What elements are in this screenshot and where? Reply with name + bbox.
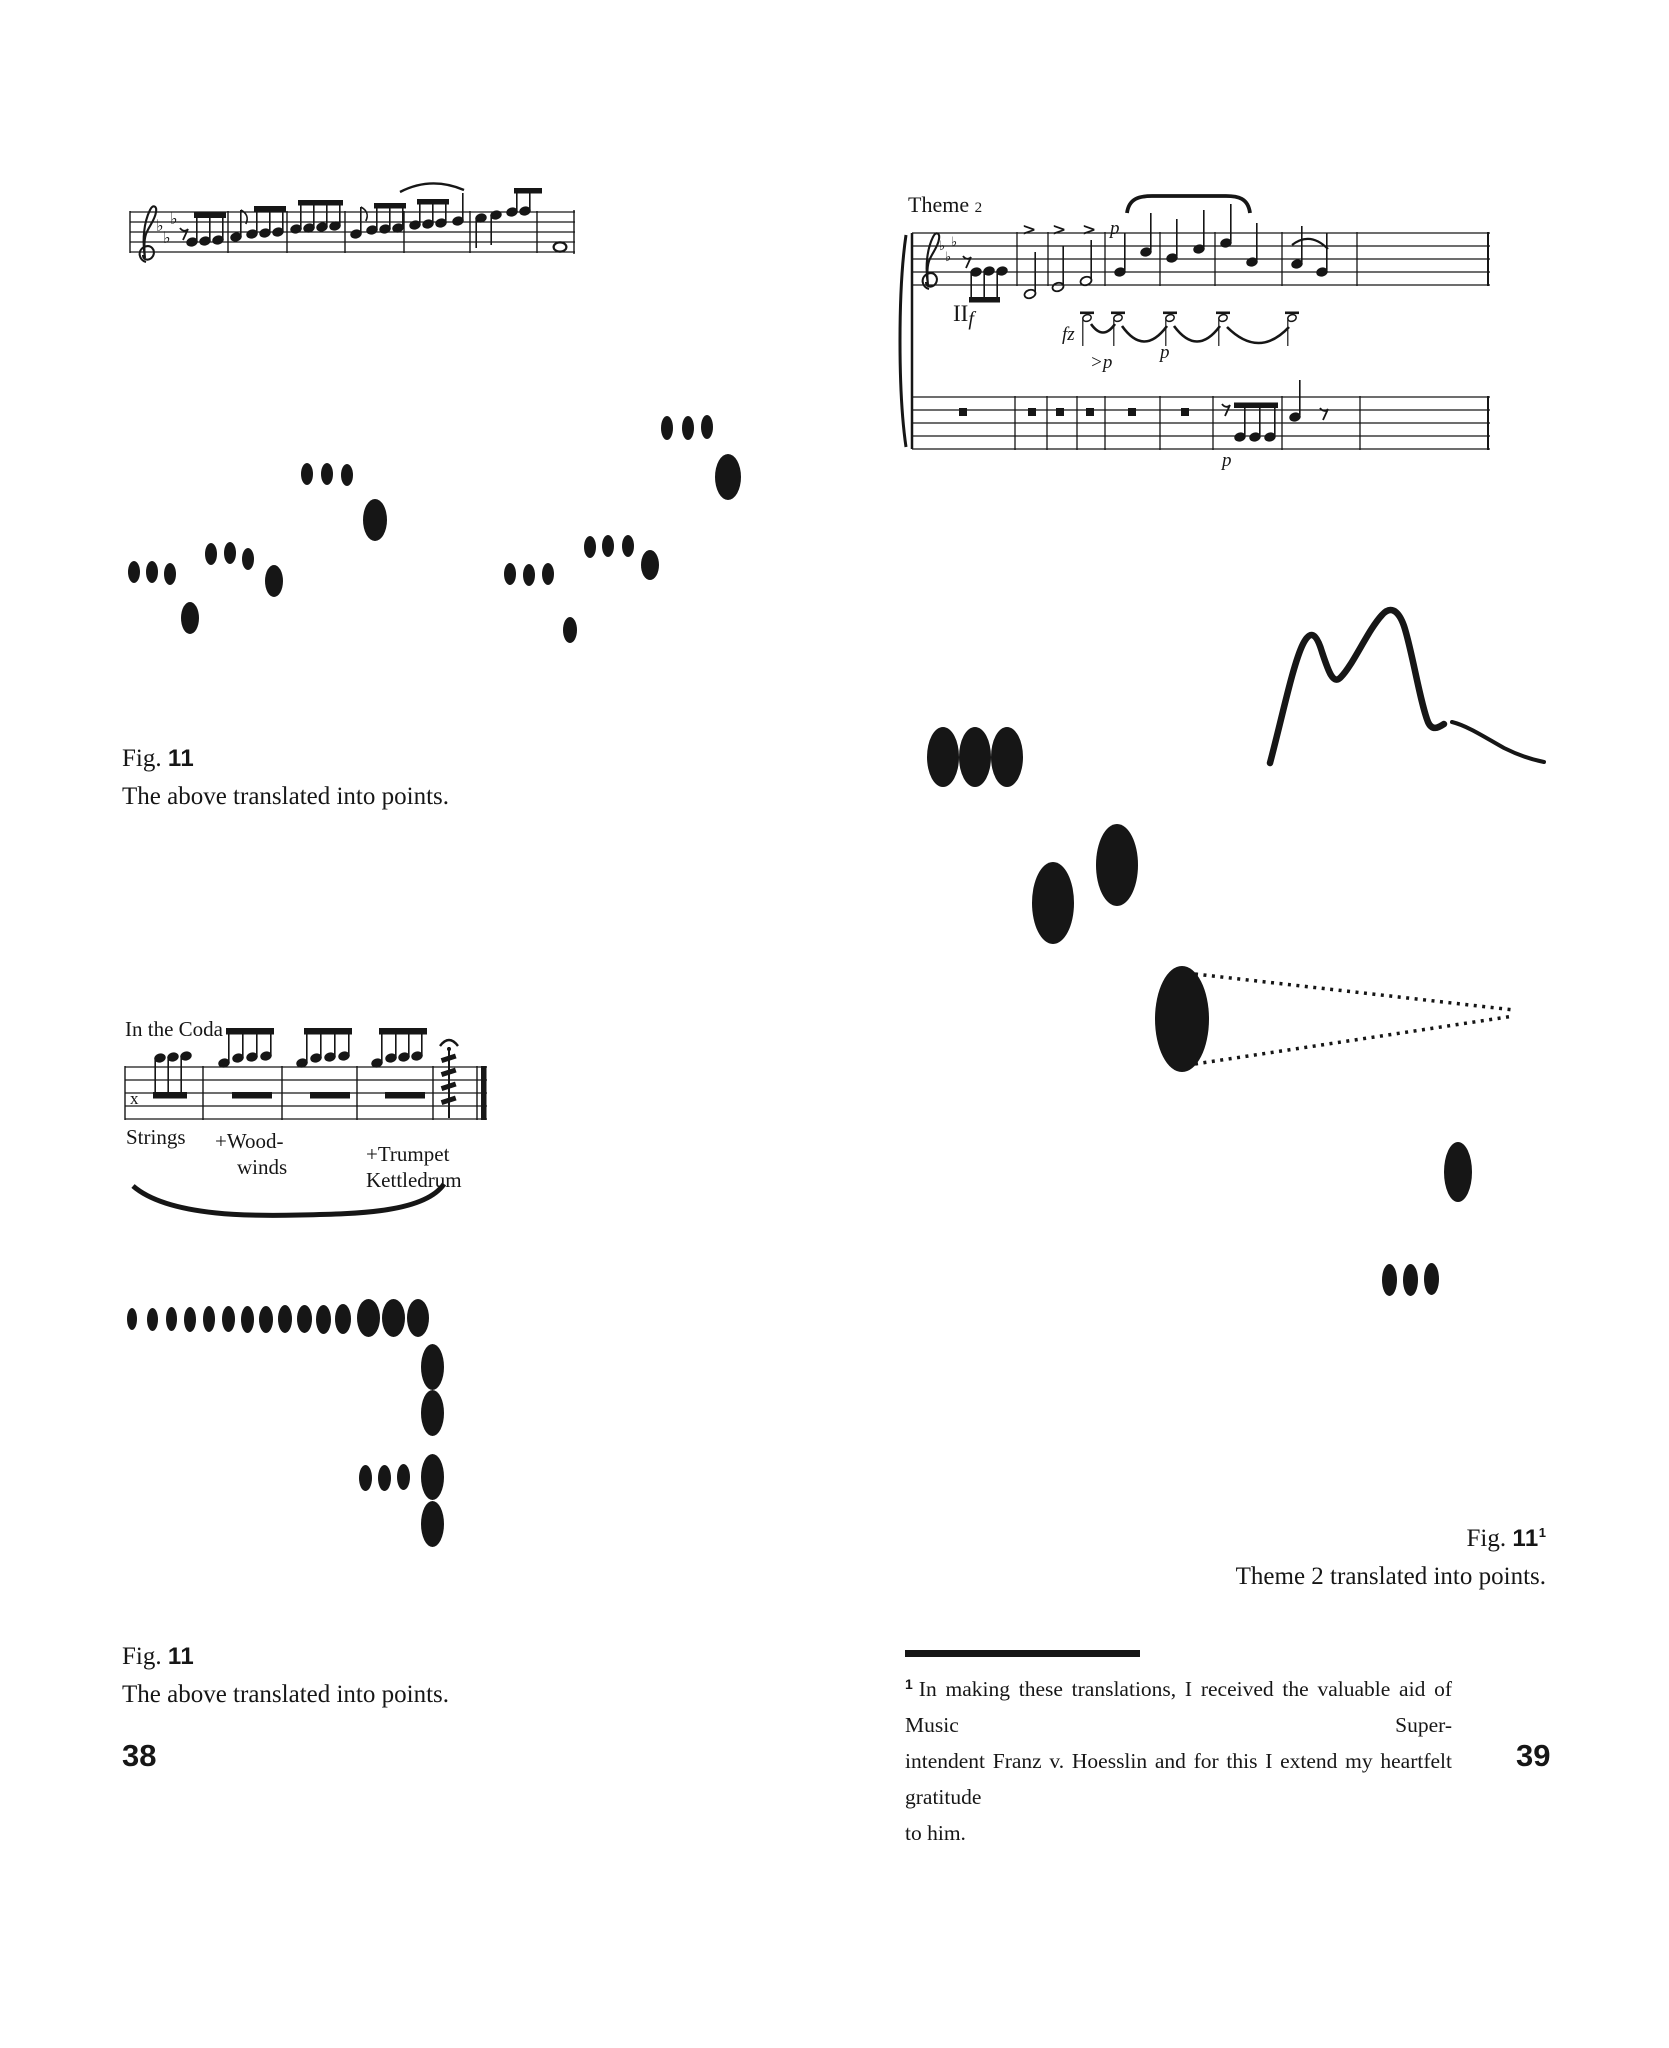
- melody-staff-figure: [130, 183, 575, 262]
- fig11-top-point: [622, 535, 634, 557]
- fig11-coda-point: [335, 1304, 351, 1334]
- fig11-coda-point: [166, 1307, 177, 1331]
- fig11-top-point: [242, 548, 254, 570]
- theme2-heading: Theme 2: [908, 192, 983, 217]
- svg-text:♭: ♭: [156, 216, 164, 235]
- fig11-top-point: [641, 550, 659, 580]
- fig11-coda-point: [316, 1305, 331, 1334]
- figure-caption-top-left: [122, 740, 449, 816]
- svg-text:♭: ♭: [939, 239, 946, 254]
- fig11-top-point: [341, 464, 353, 486]
- fig11-coda-point: [407, 1299, 429, 1337]
- fig11-coda-point: [421, 1344, 444, 1390]
- fig-caption-text: Theme 2 translated into points.: [1235, 1563, 1546, 1590]
- fig11-top-point: [682, 416, 694, 440]
- fig11-top-point: [224, 542, 236, 564]
- theme2-curve-drawing: [1270, 610, 1544, 763]
- fig11-coda-point: [127, 1308, 137, 1330]
- svg-text:♭: ♭: [163, 228, 171, 247]
- fig-label: Fig.: [122, 1643, 162, 1670]
- fig11-coda-point: [359, 1465, 372, 1491]
- fig11-top-point: [602, 535, 614, 557]
- piano-dynamic-mid: p: [1160, 342, 1170, 363]
- strings-label: Strings: [126, 1125, 186, 1149]
- fig11-coda-point: [382, 1299, 405, 1337]
- fig11-coda-point: [184, 1307, 196, 1332]
- fig-number: 11: [167, 1643, 195, 1670]
- roman-numeral-forte: IIf: [953, 301, 974, 330]
- fig-label: Fig.: [1466, 1525, 1507, 1552]
- piano-dynamic-bottom: p: [1222, 450, 1232, 471]
- fig11-top-point: [164, 563, 176, 585]
- svg-text:♭: ♭: [951, 235, 958, 250]
- figure-caption-bottom-left: [122, 1638, 449, 1714]
- fig11-top-point: [128, 561, 140, 583]
- theme2-number: 2: [974, 200, 983, 216]
- fig11-theme2-point: [1155, 966, 1209, 1072]
- fig11-top-point: [715, 454, 741, 500]
- fig-caption-text: The above translated into points.: [122, 1681, 450, 1708]
- footnote: $^1$ In making these translations, I received the valuable aid of Music Super- intendent Franz v. Hoesslin and for this I extend my heartfelt gratitude to him.: [905, 1676, 1452, 1845]
- accent-mark: >: [1022, 220, 1037, 240]
- fig11-theme2-point: [1424, 1263, 1439, 1295]
- fig11-top-point: [205, 543, 217, 565]
- fig11-theme2-point: [959, 727, 991, 787]
- page-number-38: 38: [122, 1738, 157, 1773]
- fig11-top-point: [265, 565, 283, 597]
- fig11-top-point: [301, 463, 313, 485]
- fig11-top-point: [542, 563, 554, 585]
- piano-dynamic-top: p: [1110, 218, 1120, 239]
- fig11-coda-point: [397, 1464, 410, 1490]
- footnote-rule: [905, 1650, 1140, 1657]
- fig11-top-point: [363, 499, 387, 541]
- fig11-coda-point: [222, 1306, 235, 1332]
- fig11-coda-point: [147, 1308, 158, 1331]
- fig11-theme2-point: [927, 727, 959, 787]
- footnote-marker: 1: [905, 1676, 913, 1692]
- svg-text:♭: ♭: [170, 209, 178, 228]
- fig11-theme2-point: [1403, 1264, 1418, 1296]
- fig11-coda-point: [241, 1306, 254, 1333]
- fig11-coda-point: [421, 1390, 444, 1436]
- coda-x-mark: x: [130, 1089, 139, 1108]
- fig11-theme2-point: [1032, 862, 1074, 944]
- fig-label: Fig.: [122, 745, 162, 772]
- fig-number: 11: [167, 745, 195, 772]
- woodwinds-label: +Wood- winds: [215, 1129, 288, 1179]
- svg-text:♭: ♭: [945, 250, 952, 265]
- fig11-top-point: [146, 561, 158, 583]
- fig11-top-point: [701, 415, 713, 439]
- fig-caption-text: The above translated into points.: [122, 783, 450, 810]
- fig11-coda-point: [421, 1501, 444, 1547]
- fig11-coda-point: [421, 1454, 444, 1500]
- tied-half-notes: [1080, 312, 1299, 347]
- fig11-coda-point: [297, 1305, 312, 1333]
- fig11-theme2-point: [1444, 1142, 1472, 1202]
- fig11-theme2-point: [1096, 824, 1138, 906]
- fig11-top-point: [661, 416, 673, 440]
- fig11-top-point: [523, 564, 535, 586]
- theme2-system: [900, 196, 1490, 450]
- fig-number: 11: [1512, 1525, 1539, 1552]
- figure-caption-right: [1046, 1514, 1546, 1596]
- fig11-top-point: [563, 617, 577, 643]
- crescendo-dotted-triangle: [1195, 974, 1514, 1064]
- accent-mark: >: [1082, 220, 1097, 240]
- coda-heading: In the Coda: [125, 1017, 223, 1041]
- fig11-coda-point: [357, 1299, 380, 1337]
- fig11-top-point: [181, 602, 199, 634]
- fig11-top-point: [584, 536, 596, 558]
- fig11-coda-point: [259, 1306, 273, 1333]
- fig-superscript: 1: [1538, 1525, 1546, 1540]
- fig11-coda-point: [378, 1465, 391, 1491]
- accent-mark: >: [1052, 220, 1067, 240]
- page-number-39: 39: [1516, 1738, 1551, 1773]
- fig11-coda-point: [278, 1305, 292, 1333]
- fig11-coda-point: [203, 1306, 215, 1332]
- fig11-theme2-point: [991, 727, 1023, 787]
- sforzando-dynamic: fz: [1062, 324, 1075, 345]
- fig11-top-point: [321, 463, 333, 485]
- fig11-top-point: [504, 563, 516, 585]
- fig11-theme2-point: [1382, 1264, 1397, 1296]
- decrescendo-piano-dynamic: >p: [1090, 352, 1113, 373]
- trumpet-kettledrum-label: +Trumpet Kettledrum: [366, 1142, 462, 1192]
